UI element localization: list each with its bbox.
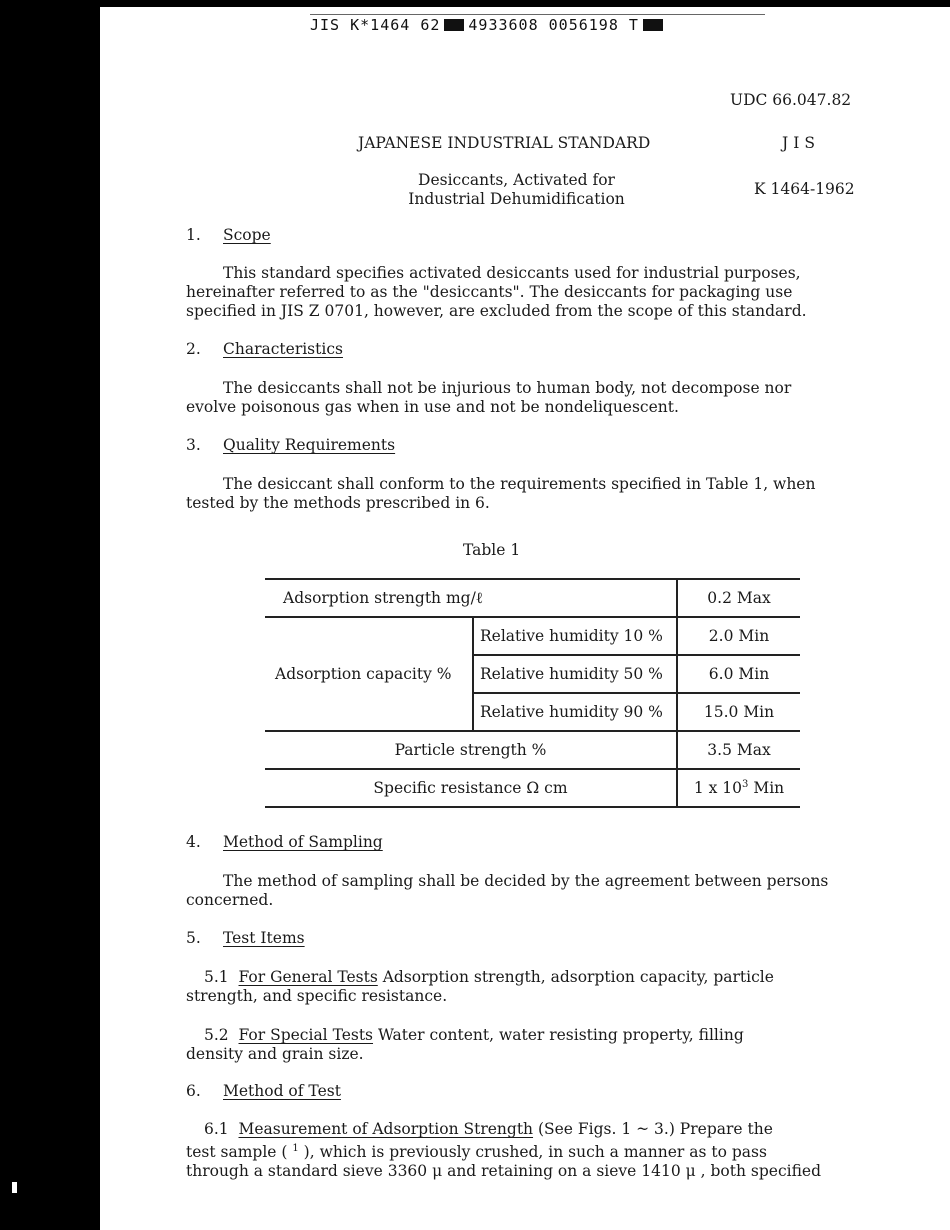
rh50-label: Relative humidity 50 %	[473, 655, 677, 693]
rh90-label: Relative humidity 90 %	[473, 693, 677, 731]
section-3-heading: 3. Quality Requirements	[186, 436, 396, 454]
standard-title: JAPANESE INDUSTRIAL STANDARD	[358, 134, 651, 152]
section-5-2: 5.2 For Special Tests Water content, water resisting property, filling density and grain size.	[186, 1026, 744, 1063]
particle-strength-value: 3.5 Max	[677, 731, 800, 769]
title-line-1: Desiccants, Activated for	[418, 171, 615, 189]
section-6-heading: 6. Method of Test	[186, 1082, 341, 1100]
table-row	[265, 731, 800, 769]
section-1-heading: 1. Scope	[186, 226, 271, 244]
adsorption-strength-value: 0.2 Max	[677, 579, 800, 617]
rh10-value: 2.0 Min	[677, 617, 800, 655]
rh50-value: 6.0 Min	[677, 655, 800, 693]
table-caption: Table 1	[463, 541, 521, 559]
udc-code: UDC 66.047.82	[730, 91, 852, 109]
section-1-text: This standard specifies activated desiccants used for industrial purposes, hereinafter referred to as the "desiccants". The desiccants for packaging use specified in JIS Z 0701, however, are excluded from the scope of this standard.	[186, 264, 807, 320]
section-2-text: The desiccants shall not be injurious to human body, not decompose nor evolve poisonous gas when in use and not be nondeliquescent.	[186, 379, 792, 416]
redaction-block	[444, 19, 464, 31]
adsorption-strength-label: Adsorption strength mg/ℓ	[265, 579, 677, 617]
table-row	[265, 617, 800, 655]
table-row	[265, 769, 800, 807]
section-3-text: The desiccant shall conform to the requirements specified in Table 1, when tested by the methods prescribed in 6.	[186, 475, 816, 512]
rh90-value: 15.0 Min	[677, 693, 800, 731]
redaction-block	[643, 19, 663, 31]
section-2-heading: 2. Characteristics	[186, 340, 343, 358]
jis-number: K 1464-1962	[754, 180, 855, 198]
rh10-label: Relative humidity 10 %	[473, 617, 677, 655]
adsorption-capacity-label: Adsorption capacity %	[265, 617, 473, 731]
footnote-ref: 1	[292, 1143, 299, 1154]
scan-black-margin	[0, 0, 100, 1230]
section-4-text: The method of sampling shall be decided by the agreement between persons concerned.	[186, 872, 829, 909]
section-5-heading: 5. Test Items	[186, 929, 305, 947]
section-5-1: 5.1 For General Tests Adsorption strength, adsorption capacity, particle strength, and specific resistance.	[186, 968, 774, 1005]
table-row	[265, 579, 800, 617]
jis-label: JIS	[782, 134, 820, 152]
specific-resistance-label: Specific resistance Ω cm	[265, 769, 677, 807]
scan-top-edge	[100, 0, 950, 7]
header-code-right: 4933608 0056198 T	[468, 16, 639, 34]
section-4-heading: 4. Method of Sampling	[186, 833, 383, 851]
header-code-left: JIS K*1464 62	[310, 16, 441, 34]
specific-resistance-value: 1 x $10^3$ Min	[677, 769, 800, 807]
title-line-2: Industrial Dehumidification	[408, 190, 625, 208]
requirements-table	[265, 578, 800, 808]
document-header-code	[310, 14, 765, 34]
scan-mark	[12, 1182, 17, 1193]
section-6-1: 6.1 Measurement of Adsorption Strength (See Figs. 1 ~ 3.) Prepare the test sample ( $^1$ ), which is previously crushed, in such a manner as to pass through a standard sieve 3360 μ and retaining on a sieve 1410 μ , both specified	[186, 1120, 822, 1181]
document-title	[370, 171, 663, 209]
particle-strength-label: Particle strength %	[265, 731, 677, 769]
